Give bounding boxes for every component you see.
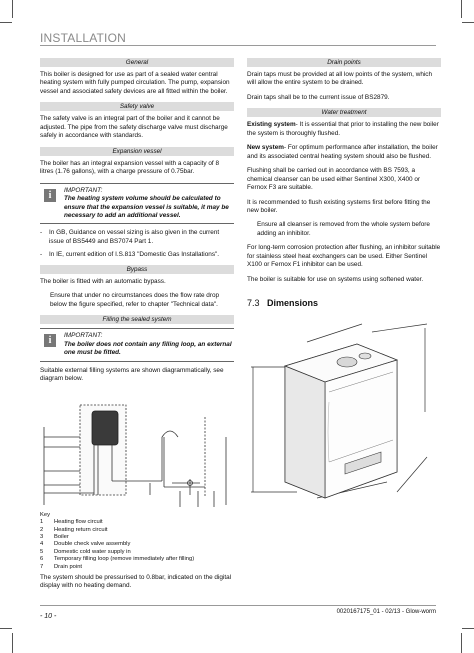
note-body: The boiler does not contain any filling loop, an external one must be fitted. [64,340,232,357]
corrosion-text: For long-term corrosion protection after flushing, an inhibitor suitable for stainless steel heat exchangers can be used. Either Sentinel X100 or Fernox F1 inhibitor can be used. [247,244,441,269]
crop-mark [0,22,12,23]
key-label: Temporary filling loop (remove immediately after filling) [54,556,195,563]
filling-system-diagram [40,397,236,509]
footer-rule [40,605,436,606]
list-item: - In GB, Guidance on vessel sizing is also given in the current issue of BS5449 and BS7074 Part 1. [40,229,234,246]
page-header-title: INSTALLATION [40,31,126,45]
new-system-label: New system [247,144,284,152]
note-text-block [64,187,234,221]
list-item-text: In IE, current edition of I.S.813 "Domestic Gas Installations". [49,251,220,259]
key-label: Heating flow circuit [54,519,103,526]
important-note [40,183,234,225]
note-title: IMPORTANT: [64,186,103,194]
key-item [40,556,240,563]
list-item-text: In GB, Guidance on vessel sizing is also given in the current issue of BS5449 and BS7074 Part 1. [49,229,220,245]
section-heading-bypass: Bypass [40,265,234,274]
section-title: Dimensions [267,298,319,309]
section-heading-expansion-vessel: Expansion vessel [40,147,234,156]
key-number: 3 [40,534,44,541]
crop-mark [0,628,12,629]
note-title: IMPORTANT: [64,332,103,340]
new-system-text [247,144,441,161]
crop-mark [12,0,13,18]
key-item [40,564,240,571]
dimensions-heading [247,298,441,310]
cleanser-indent-text: Ensure all cleanser is removed from the whole system before adding an inhibitor. [257,221,430,237]
info-icon: i [44,334,56,347]
key-number: 4 [40,541,44,548]
section-heading-drain-points: Drain points [247,58,441,67]
list-item: - In IE, current edition of I.S.813 "Domestic Gas Installations". [40,251,220,259]
existing-system-body: - It is essential that prior to installing the new boiler the system is thoroughly flushed. [247,121,439,137]
key-item [40,549,240,556]
flushing-text: Flushing shall be carried out in accordance with BS 7593, a chemical cleanser can be used either Sentinel X300, X400 or Fernox F3 are suitable. [247,167,421,192]
existing-system-label: Existing system [247,121,296,129]
key-item [40,519,240,526]
header-rule [40,45,436,46]
key-item [40,527,240,534]
new-system-body: - For optimum performance after installation, the boiler and its associated central heating system should also be flushed. [247,144,438,160]
key-number: 1 [40,519,44,526]
bypass-text: The boiler is fitted with an automatic bypass. [40,277,166,285]
document-reference: 0020167175_01 - 02/13 - Glow-worm [336,609,436,615]
key-number: 7 [40,563,44,570]
softened-water-text: The boiler is suitable for use on systems using softened water. [247,275,424,283]
drain-text-2: Drain taps shall be to the current issue of BS2879. [247,93,390,101]
key-number: 5 [40,548,44,555]
left-column [40,58,234,389]
crop-mark [461,633,462,653]
filling-text: Suitable external filling systems are shown diagrammatically, see diagram below. [40,366,224,382]
right-column [247,58,441,316]
crop-mark [12,633,13,653]
key-label: Double check valve assembly [54,541,131,548]
safety-valve-text: The safety valve is an integral part of the boiler and it cannot be adjusted. The pipe from the safety discharge valve must discharge safely in accordance with standards. [40,115,228,140]
key-item [40,541,240,548]
flush-recommend-text: It is recommended to flush existing systems first before fitting the new boiler. [247,198,431,214]
key-number: 2 [40,526,44,533]
section-heading-filling: Filling the sealed system [40,315,234,324]
key-title: Key [40,512,50,518]
pressurise-text: The system should be pressurised to 0.8bar, indicated on the digital display with no heating demand. [40,574,232,590]
bypass-indent-text: Ensure that under no circumstances does the flow rate drop below the figure specified, refer to chapter "Technical data". [50,292,220,308]
key-label: Domestic cold water supply in [54,548,131,555]
boiler-dimensions-drawing [247,322,437,502]
key-label: Drain point [54,563,83,570]
existing-system-text [247,121,441,138]
note-text-block [64,332,234,357]
key-label: Heating return circuit [54,526,108,533]
important-note [40,328,234,361]
section-heading-safety-valve: Safety valve [40,102,234,111]
section-heading-general: General [40,58,234,67]
general-text: This boiler is designed for use as part of a sealed water central heating system with fully pumped circulation. The pump, expansion vessel and associated safety devices are all fitted within the boiler. [40,71,230,95]
section-heading-water-treatment: Water treatment [247,108,441,117]
info-icon: i [44,189,56,202]
note-body: The heating system volume should be calculated to ensure that the expansion vessel is suitable, it may be necessary to add an additional vessel. [64,195,229,219]
key-label: Boiler [54,534,69,541]
key-number: 6 [40,556,44,563]
crop-mark [461,0,462,18]
key-item [40,534,240,541]
crop-mark [462,22,474,23]
expansion-vessel-text: The boiler has an integral expansion vessel with a capacity of 8 litres (1.76 gallons), with a charge pressure of 0.75bar. [40,159,220,176]
page-number: - 10 - [40,613,57,620]
diagram-key [40,512,240,571]
drain-text-1: Drain taps must be provided at all low points of the system, which will allow the entire system to be drained. [247,71,433,87]
section-number: 7.3 [247,298,260,309]
crop-mark [462,628,474,629]
